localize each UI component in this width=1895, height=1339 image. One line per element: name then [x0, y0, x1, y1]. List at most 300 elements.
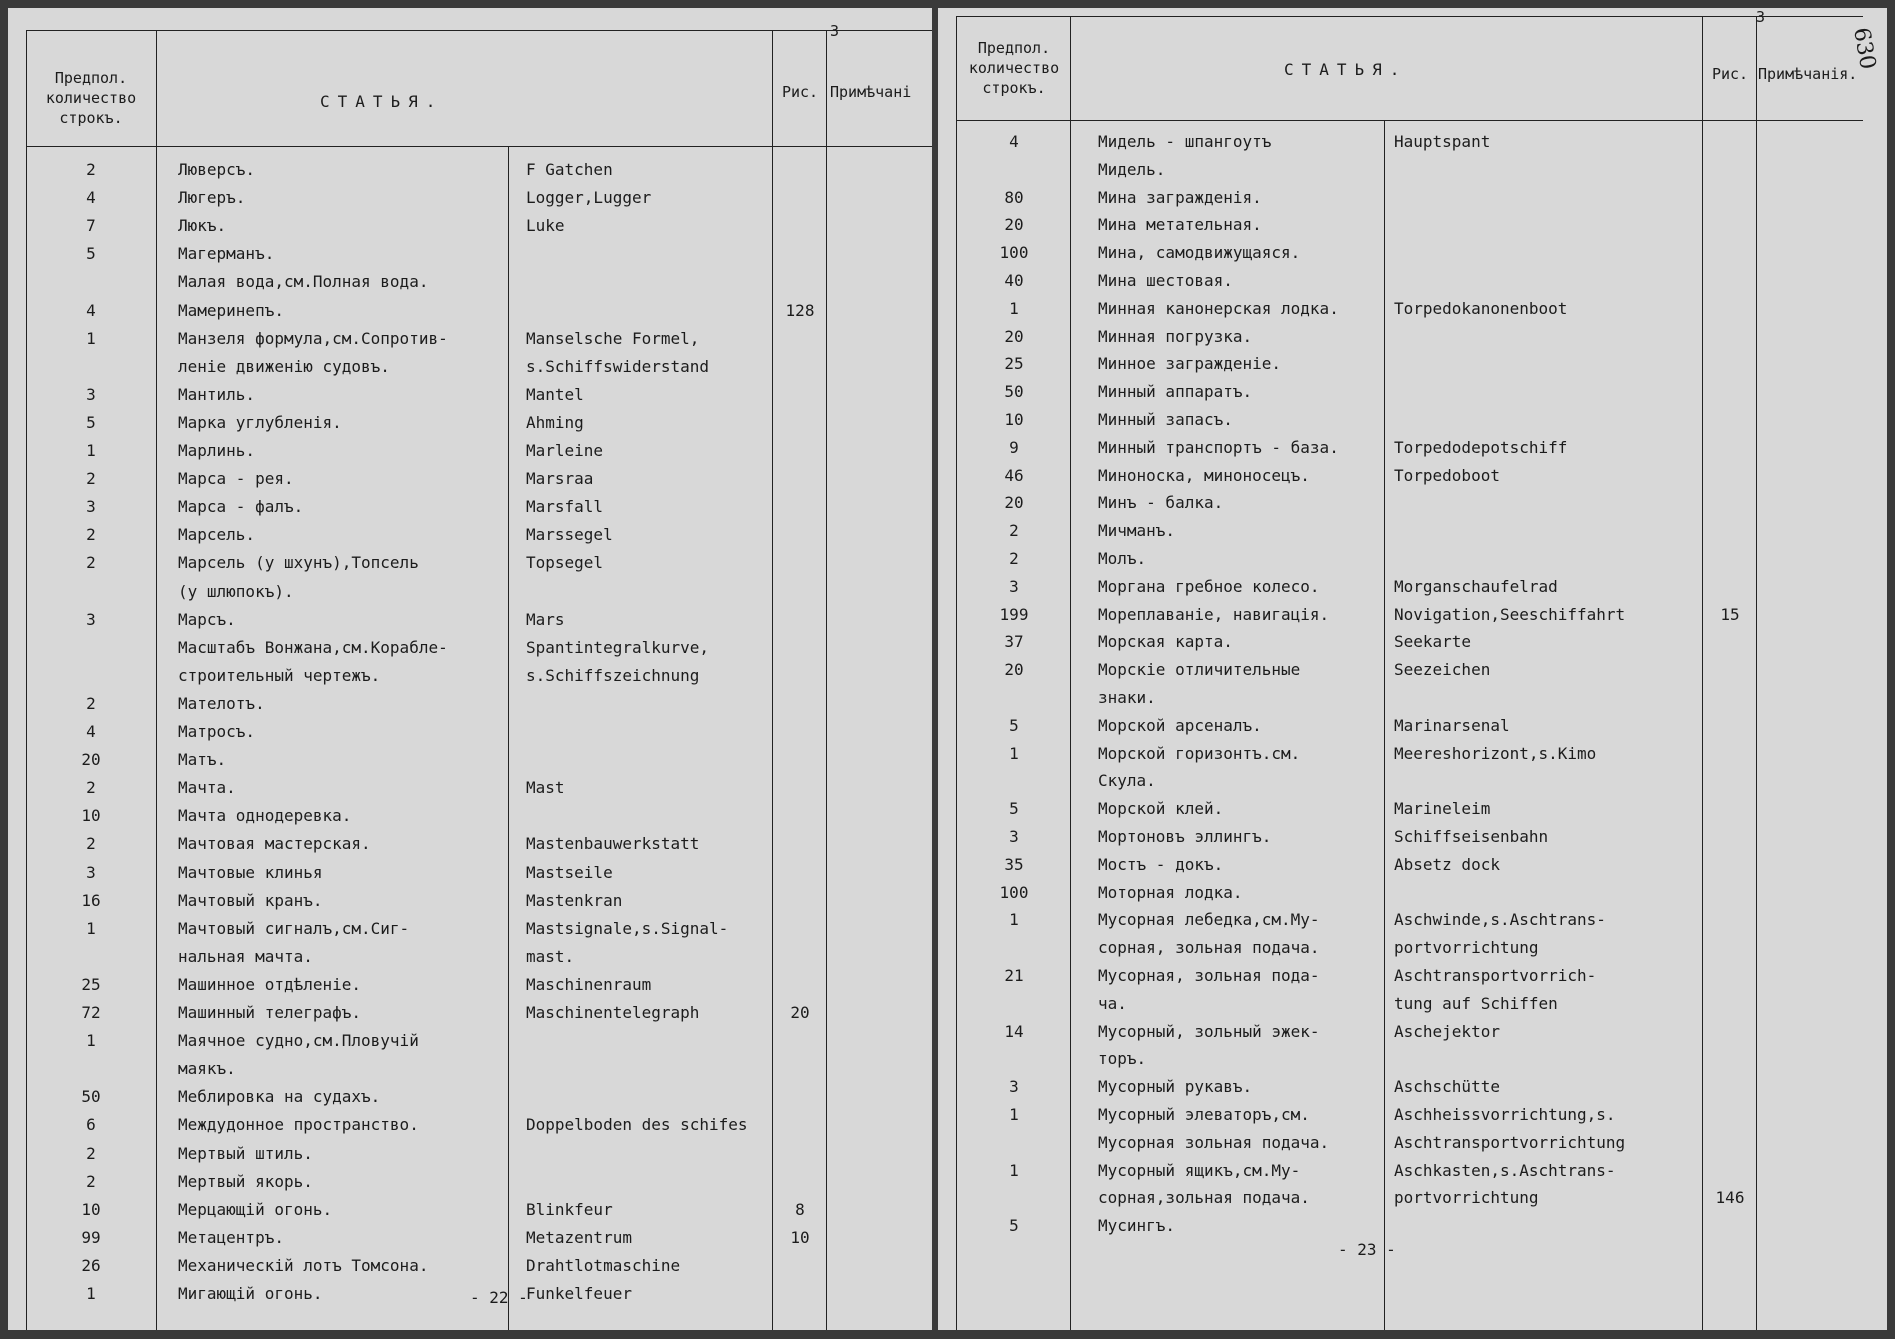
entry-article: Морская карта.: [1098, 632, 1233, 652]
entry-foreign-term: Aschejektor: [1394, 1021, 1500, 1041]
entry-article: ленiе движенiю судовъ.: [178, 356, 390, 376]
table-row: [8, 746, 932, 774]
table-top-rule: [956, 16, 1863, 17]
entry-foreign-term: Marineleim: [1394, 799, 1491, 819]
table-row: [938, 156, 1887, 184]
notes-column-header: Примѣчанi: [830, 83, 912, 101]
entry-article: Минная погрузка.: [1098, 326, 1253, 346]
entry-foreign-term: s.Schiffszeichnung: [526, 665, 700, 685]
table-row: [938, 934, 1887, 962]
entry-article: Моторная лодка.: [1098, 882, 1243, 902]
table-row: [938, 1018, 1887, 1046]
table-row: [8, 1055, 932, 1083]
entry-count: 35: [1004, 854, 1024, 874]
entry-article: (у шлюпокъ).: [178, 581, 294, 601]
entry-count: 6: [86, 1115, 96, 1135]
entry-article: Маячное судно,см.Пловучiй: [178, 1031, 419, 1051]
entry-foreign-term: Torpedoboot: [1394, 465, 1500, 485]
article-column-header: СТАТЬЯ.: [320, 92, 444, 111]
table-row: [8, 325, 932, 353]
entry-count: 5: [1009, 1216, 1019, 1236]
entry-article: Мичманъ.: [1098, 521, 1176, 541]
entry-article: Манзеля формула,см.Сопротив-: [178, 328, 448, 348]
entry-article: Мантиль.: [178, 384, 256, 404]
entry-article: Мина загражденiя.: [1098, 187, 1262, 207]
table-row: [8, 578, 932, 606]
entry-foreign-term: Mastsignale,s.Signal-: [526, 918, 729, 938]
entry-article: Магерманъ.: [178, 244, 275, 264]
table-row: [938, 1101, 1887, 1129]
table-row: [8, 1252, 932, 1280]
entry-foreign-term: Metazentrum: [526, 1227, 632, 1247]
entry-foreign-term: Drahtlotmaschine: [526, 1255, 681, 1275]
entry-article: Мигающiй огонь.: [178, 1284, 323, 1303]
entry-article: Морской арсеналъ.: [1098, 715, 1262, 735]
entry-article: Морской клей.: [1098, 799, 1224, 819]
table-row: [938, 656, 1887, 684]
entry-foreign-term: Marinarsenal: [1394, 715, 1510, 735]
entry-article: Механическiй лотъ Томсона.: [178, 1255, 429, 1275]
entry-article: Мусорная зольная подача.: [1098, 1132, 1330, 1152]
table-row: [938, 295, 1887, 323]
entry-count: 2: [86, 1171, 96, 1191]
margin-handwritten-mark: 630: [1848, 25, 1880, 72]
entry-article: Марсъ.: [178, 609, 236, 629]
table-row: [8, 381, 932, 409]
entry-count: 5: [86, 412, 96, 432]
entry-article: Мостъ - докъ.: [1098, 854, 1224, 874]
entry-article: Минный запасъ.: [1098, 410, 1233, 429]
table-row: [938, 323, 1887, 351]
table-row: [938, 712, 1887, 740]
entry-article: Люгеръ.: [178, 188, 246, 208]
table-row: [8, 437, 932, 465]
entry-count: 2: [86, 1143, 96, 1163]
entry-count: 1: [86, 1031, 96, 1051]
entry-article: Миноноска, миноносецъ.: [1098, 465, 1310, 485]
entry-count: 99: [81, 1227, 101, 1247]
entry-count: 3: [86, 862, 96, 882]
entry-count: 1: [1009, 1160, 1019, 1180]
entry-article: Минный аппаратъ.: [1098, 382, 1253, 402]
table-row: [8, 1140, 932, 1168]
page-number: - 22 -: [470, 1288, 528, 1307]
table-row: [8, 943, 932, 971]
entry-count: 20: [1004, 326, 1024, 346]
entry-article: Мусингъ.: [1098, 1216, 1176, 1236]
entry-article: Марса - фалъ.: [178, 497, 304, 517]
table-row: [8, 212, 932, 240]
entry-article: Мусорный рукавъ.: [1098, 1077, 1253, 1097]
table-row: [938, 795, 1887, 823]
table-row: [8, 353, 932, 381]
table-row: [8, 634, 932, 662]
table-row: [8, 774, 932, 802]
entry-foreign-term: Blinkfeur: [526, 1199, 613, 1219]
entry-foreign-term: Doppelboden des schifes: [526, 1115, 748, 1135]
entry-count: 10: [81, 806, 101, 826]
entry-article: Люверсъ.: [178, 160, 256, 179]
table-row: [8, 662, 932, 690]
table-row: [8, 184, 932, 212]
entry-count: 20: [81, 750, 101, 770]
entry-article: Мертвый штиль.: [178, 1143, 313, 1163]
table-row: [8, 1224, 932, 1252]
entry-count: 3: [1009, 827, 1019, 846]
table-row: [938, 517, 1887, 545]
entry-count: 1: [86, 1284, 96, 1303]
entry-foreign-term: Topsegel: [526, 553, 604, 573]
entry-count: 20: [1004, 493, 1024, 513]
entry-foreign-term: tung auf Schiffen: [1394, 993, 1558, 1013]
table-row: [938, 184, 1887, 212]
entry-count: 2: [86, 160, 96, 179]
table-row: [938, 462, 1887, 490]
entry-count: 37: [1004, 632, 1024, 652]
entry-article: Мидель - шпангоутъ: [1098, 132, 1272, 151]
entry-count: 21: [1004, 966, 1024, 985]
entry-foreign-term: Torpedodepotschiff: [1394, 437, 1568, 457]
entry-article: Малая вода,см.Полная вода.: [178, 272, 429, 292]
entry-count: 1: [86, 328, 96, 348]
entry-article: Мусорный ящикъ,см.Му-: [1098, 1160, 1301, 1180]
table-row: [8, 493, 932, 521]
table-header-rule: [956, 120, 1863, 121]
table-header-rule: [26, 146, 932, 147]
entry-article: Минная канонерская лодка.: [1098, 298, 1339, 318]
entry-article: Машинное отдѣленiе.: [178, 974, 362, 994]
entry-article: Мина, самодвижущаяся.: [1098, 243, 1301, 263]
table-row: [8, 971, 932, 999]
table-row: [8, 915, 932, 943]
entry-count: 2: [86, 834, 96, 854]
entry-count: 9: [1009, 437, 1019, 457]
table-row: [8, 606, 932, 634]
entry-count: 199: [999, 604, 1029, 624]
table-row: [938, 684, 1887, 712]
entry-foreign-term: Funkelfeuer: [526, 1284, 632, 1303]
entry-foreign-term: Torpedokanonenboot: [1394, 298, 1568, 318]
entry-article: Машинный телеграфъ.: [178, 1003, 362, 1022]
table-row: [8, 859, 932, 887]
entry-article: сорная, зольная подача.: [1098, 938, 1320, 958]
table-row: [938, 601, 1887, 629]
entry-article: Мерцающiй огонь.: [178, 1199, 333, 1219]
table-row: [938, 128, 1887, 156]
entry-foreign-term: Mastseile: [526, 862, 613, 882]
table-row: [938, 1212, 1887, 1240]
entry-count: 5: [1009, 799, 1019, 819]
table-row: [8, 830, 932, 858]
left-page: [8, 8, 932, 1330]
entry-article: Мачта однодеревка.: [178, 806, 352, 826]
entry-count: 100: [999, 882, 1029, 902]
table-row: [938, 1073, 1887, 1101]
table-row: [938, 879, 1887, 907]
entry-foreign-term: Marsfall: [526, 497, 604, 517]
table-row: [938, 1157, 1887, 1185]
entry-count: 1: [86, 918, 96, 938]
entry-article: Мина метательная.: [1098, 215, 1262, 235]
entry-count: 16: [81, 890, 101, 910]
table-row: [938, 628, 1887, 656]
entry-article: Масштабъ Вонжана,см.Корабле-: [178, 637, 448, 657]
entry-count: 80: [1004, 187, 1024, 207]
entry-foreign-term: Mars: [526, 609, 565, 629]
entry-article: Метацентръ.: [178, 1227, 284, 1247]
entry-article: Междудонное пространство.: [178, 1115, 419, 1135]
table-row: [8, 156, 932, 184]
entry-count: 2: [86, 525, 96, 545]
table-row: [938, 434, 1887, 462]
entry-count: 14: [1004, 1021, 1024, 1041]
table-row: [8, 887, 932, 915]
table-row: [8, 240, 932, 268]
entry-article: Мина шестовая.: [1098, 271, 1233, 290]
table-row: [938, 1045, 1887, 1073]
entry-foreign-term: Morganschaufelrad: [1394, 576, 1558, 596]
entry-article: Мортоновъ эллингъ.: [1098, 827, 1272, 846]
entry-count: 7: [86, 216, 96, 236]
entry-foreign-term: Seekarte: [1394, 632, 1472, 652]
entry-count: 50: [1004, 382, 1024, 402]
article-column-header: СТАТЬЯ.: [1284, 60, 1408, 79]
entry-foreign-term: Mast: [526, 778, 565, 798]
table-row: [8, 1111, 932, 1139]
entry-foreign-term: Marleine: [526, 441, 604, 460]
entry-count: 40: [1004, 271, 1024, 290]
entry-article: Марсель.: [178, 525, 256, 545]
table-row: [8, 718, 932, 746]
entry-foreign-term: Aschtransportvorrichtung: [1394, 1132, 1626, 1152]
entry-figure-number: 20: [790, 1003, 810, 1022]
top-page-number: 3: [830, 22, 840, 40]
entry-foreign-term: Manselsche Formel,: [526, 328, 700, 348]
entry-foreign-term: Ahming: [526, 412, 584, 432]
table-row: [938, 823, 1887, 851]
table-row: [938, 851, 1887, 879]
entry-count: 10: [81, 1199, 101, 1219]
entry-article: Мусорная лебедка,см.Му-: [1098, 910, 1320, 930]
entry-count: 3: [1009, 1077, 1019, 1097]
entry-count: 2: [1009, 521, 1019, 541]
table-row: [8, 1168, 932, 1196]
entry-count: 5: [1009, 715, 1019, 735]
entry-article: Минный транспортъ - база.: [1098, 437, 1339, 457]
entry-count: 4: [1009, 132, 1019, 151]
page-number: - 23 -: [1338, 1240, 1396, 1259]
entry-foreign-term: Logger,Lugger: [526, 188, 652, 208]
entry-count: 4: [86, 188, 96, 208]
entry-article: Мачтовый сигналъ,см.Сиг-: [178, 918, 410, 938]
entry-count: 1: [1009, 910, 1019, 930]
entry-count: 4: [86, 300, 96, 320]
table-row: [938, 239, 1887, 267]
table-row: [8, 1196, 932, 1224]
entry-figure-number: 8: [795, 1199, 805, 1219]
table-row: [8, 690, 932, 718]
table-row: [8, 297, 932, 325]
table-row: [8, 409, 932, 437]
entry-foreign-term: s.Schiffswiderstand: [526, 356, 710, 376]
table-row: [8, 465, 932, 493]
entry-count: 2: [86, 693, 96, 713]
table-row: [938, 906, 1887, 934]
entry-article: Молъ.: [1098, 549, 1147, 568]
entry-count: 100: [999, 243, 1029, 263]
entry-count: 2: [1009, 549, 1019, 568]
entry-foreign-term: Mantel: [526, 384, 584, 404]
entry-article: Матeлотъ.: [178, 693, 265, 713]
entry-count: 20: [1004, 660, 1024, 680]
table-row: [938, 350, 1887, 378]
entry-article: маякъ.: [178, 1059, 236, 1079]
entry-article: Марсель (у шхунъ),Топсель: [178, 553, 419, 573]
entry-foreign-term: Aschschütte: [1394, 1077, 1500, 1097]
entry-foreign-term: Spantintegralkurve,: [526, 637, 710, 657]
entry-article: Минное загражденiе.: [1098, 354, 1282, 374]
table-row: [938, 378, 1887, 406]
entry-article: Марка углубленiя.: [178, 412, 342, 432]
entry-article: Люкъ.: [178, 216, 227, 236]
count-column-header: Предпол. количество строкъ.: [45, 69, 137, 127]
entry-article: Марлинь.: [178, 441, 256, 460]
table-row: [938, 573, 1887, 601]
entry-article: Мидель.: [1098, 159, 1166, 179]
entry-count: 20: [1004, 215, 1024, 235]
entry-foreign-term: Luke: [526, 216, 565, 236]
entry-foreign-term: Mastenbauwerkstatt: [526, 834, 700, 854]
entry-foreign-term: Aschtransportvorrich-: [1394, 966, 1597, 985]
entry-foreign-term: Aschheissvorrichtung,s.: [1394, 1105, 1616, 1124]
entry-count: 10: [1004, 410, 1024, 429]
right-page: [938, 8, 1887, 1330]
entry-article: Мусорный элеваторъ,см.: [1098, 1105, 1310, 1124]
entry-count: 25: [1004, 354, 1024, 374]
entry-article: ча.: [1098, 993, 1127, 1013]
entry-foreign-term: F Gatchen: [526, 160, 613, 179]
entry-foreign-term: Hauptspant: [1394, 132, 1491, 151]
entry-foreign-term: Meereshorizont,s.Kimo: [1394, 743, 1597, 763]
entry-count: 25: [81, 974, 101, 994]
table-row: [938, 990, 1887, 1018]
entry-article: Меблировка на судахъ.: [178, 1087, 381, 1107]
entry-foreign-term: Novigation,Seeschiffahrt: [1394, 604, 1626, 624]
entry-foreign-term: Schiffseisenbahn: [1394, 827, 1549, 846]
table-row: [8, 1083, 932, 1111]
entry-foreign-term: Seezeichen: [1394, 660, 1491, 680]
entry-count: 2: [86, 553, 96, 573]
entry-count: 50: [81, 1087, 101, 1107]
table-row: [938, 1184, 1887, 1212]
table-row: [938, 1129, 1887, 1157]
entry-article: сорная,зольная подача.: [1098, 1188, 1310, 1208]
entry-foreign-term: Aschkasten,s.Aschtrans-: [1394, 1160, 1616, 1180]
entry-article: Скула.: [1098, 771, 1156, 791]
entry-article: Матъ.: [178, 750, 227, 770]
entry-foreign-term: mast.: [526, 946, 575, 966]
table-row: [938, 489, 1887, 517]
table-top-rule: [26, 30, 932, 31]
entry-foreign-term: Marsraa: [526, 469, 594, 489]
entry-article: строительный чертежъ.: [178, 665, 381, 685]
notes-column-header: Примѣчанiя.: [1758, 65, 1858, 83]
entry-article: Мертвый якорь.: [178, 1171, 313, 1191]
table-row: [938, 545, 1887, 573]
entry-foreign-term: Mastenkran: [526, 890, 623, 910]
entry-count: 4: [86, 722, 96, 741]
entry-figure-number: 146: [1715, 1188, 1745, 1208]
entry-article: Мачтовая мастерская.: [178, 834, 371, 854]
entry-foreign-term: portvorrichtung: [1394, 938, 1539, 958]
count-column-header: Предпол. количество строкъ.: [968, 39, 1060, 97]
entry-count: 3: [86, 497, 96, 517]
entry-count: 5: [86, 244, 96, 264]
entry-foreign-term: Absetz dock: [1394, 854, 1500, 874]
entry-foreign-term: Aschwinde,s.Aschtrans-: [1394, 910, 1606, 930]
table-row: [938, 767, 1887, 795]
entry-count: 2: [86, 469, 96, 489]
entry-article: Мусорный, зольный эжек-: [1098, 1021, 1320, 1041]
entry-figure-number: 10: [790, 1227, 810, 1247]
entry-article: Морскiе отличительные: [1098, 660, 1301, 680]
table-row: [938, 962, 1887, 990]
entry-article: нальная мачта.: [178, 946, 313, 966]
figure-column-header: Рис.: [1711, 65, 1749, 83]
table-row: [8, 1027, 932, 1055]
figure-column-header: Рис.: [781, 83, 819, 101]
entry-article: Мачтовые клинья: [178, 862, 323, 882]
table-row: [8, 268, 932, 296]
entry-figure-number: 128: [785, 300, 815, 320]
entry-article: Марса - рея.: [178, 469, 294, 489]
entry-article: Мусорная, зольная пода-: [1098, 966, 1320, 985]
entry-article: Мореплаванiе, навигацiя.: [1098, 604, 1330, 624]
entry-foreign-term: Maschinentelegraph: [526, 1003, 700, 1022]
entry-article: Мачтовый кранъ.: [178, 890, 323, 910]
entry-count: 46: [1004, 465, 1024, 485]
table-row: [8, 549, 932, 577]
entry-article: знаки.: [1098, 688, 1156, 707]
entry-count: 72: [81, 1003, 101, 1022]
table-row: [938, 267, 1887, 295]
entry-foreign-term: Marssegel: [526, 525, 613, 545]
entry-article: Моргана гребное колесо.: [1098, 576, 1320, 596]
entry-count: 2: [86, 778, 96, 798]
table-row: [8, 521, 932, 549]
table-row: [8, 802, 932, 830]
entry-count: 3: [86, 384, 96, 404]
entry-count: 1: [86, 441, 96, 460]
entry-article: Минъ - балка.: [1098, 493, 1224, 513]
entry-count: 1: [1009, 743, 1019, 763]
top-page-number: 3: [1756, 8, 1766, 26]
entry-article: Мачта.: [178, 778, 236, 798]
entry-count: 26: [81, 1255, 101, 1275]
entry-figure-number: 15: [1720, 604, 1740, 624]
table-row: [938, 740, 1887, 768]
table-row: [938, 211, 1887, 239]
entry-count: 1: [1009, 1105, 1019, 1124]
entry-foreign-term: portvorrichtung: [1394, 1188, 1539, 1208]
entry-count: 1: [1009, 298, 1019, 318]
entry-foreign-term: Maschinenraum: [526, 974, 652, 994]
entry-count: 3: [1009, 576, 1019, 596]
entry-article: Мамеринепъ.: [178, 300, 284, 320]
table-row: [938, 406, 1887, 434]
entry-article: торъ.: [1098, 1049, 1147, 1069]
table-row: [8, 999, 932, 1027]
